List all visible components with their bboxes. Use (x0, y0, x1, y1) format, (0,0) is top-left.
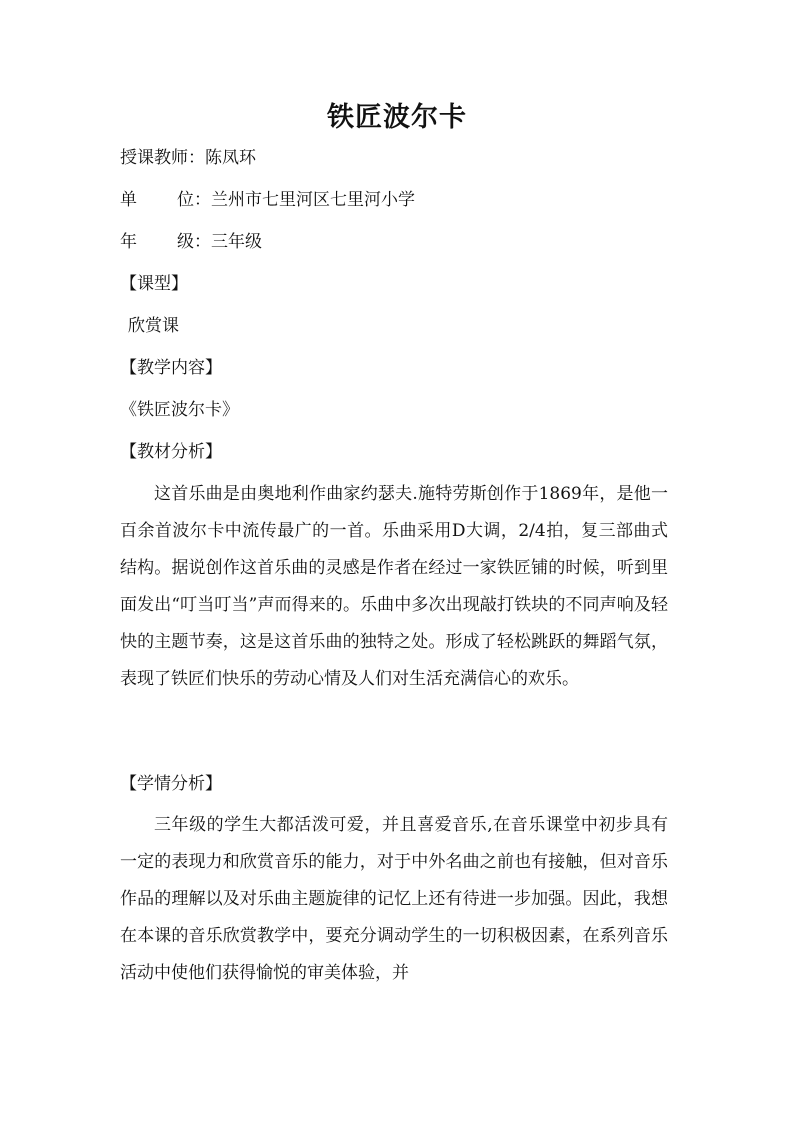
grade-line (120, 230, 262, 254)
section-type-value: 欣赏课 (128, 316, 179, 336)
section-content-value: 《铁匠波尔卡》 (120, 400, 239, 420)
section-type-heading: 【课型】 (120, 274, 188, 294)
unit-line (120, 188, 415, 212)
section-content-heading: 【教学内容】 (120, 358, 222, 378)
grade-label-first: 年 (120, 232, 137, 252)
document-title: 铁匠波尔卡 (327, 102, 467, 133)
material-paragraph: 这首乐曲是由奥地利作曲家约瑟夫.施特劳斯创作于1869年，是他一百余首波尔卡中流传最广的一首。乐曲采用D大调，2/4拍，复三部曲式结构。据说创作这首乐曲的灵感是作者在经过一家铁匠铺的时候，听到里面发出“叮当叮当”声而得来的。乐曲中多次出现敲打铁块的不同声响及轻快的主题节奏，这是这首乐曲的独特之处。形成了轻松跳跃的舞蹈气氛，表现了铁匠们快乐的劳动心情及人们对生活充满信心的欢乐。 (120, 484, 668, 689)
section-students-heading: 【学情分析】 (120, 774, 222, 794)
students-paragraph: 三年级的学生大都活泼可爱，并且喜爱音乐,在音乐课堂中初步具有一定的表现力和欣赏音乐的能力，对于中外名曲之前也有接触，但对音乐作品的理解以及对乐曲主题旋律的记忆上还有待进一步加强。因此，我想在本课的音乐欣赏教学中，要充分调动学生的一切积极因素，在系列音乐活动中使他们获得愉悦的审美体验，并 (120, 815, 668, 983)
teacher-line: 授课教师：陈凤环 (120, 148, 256, 168)
grade-label-rest: 级：三年级 (177, 232, 262, 252)
unit-label-first: 单 (120, 190, 137, 210)
unit-label-rest: 位：兰州市七里河区七里河小学 (177, 190, 415, 210)
section-material-heading: 【教材分析】 (120, 442, 222, 462)
